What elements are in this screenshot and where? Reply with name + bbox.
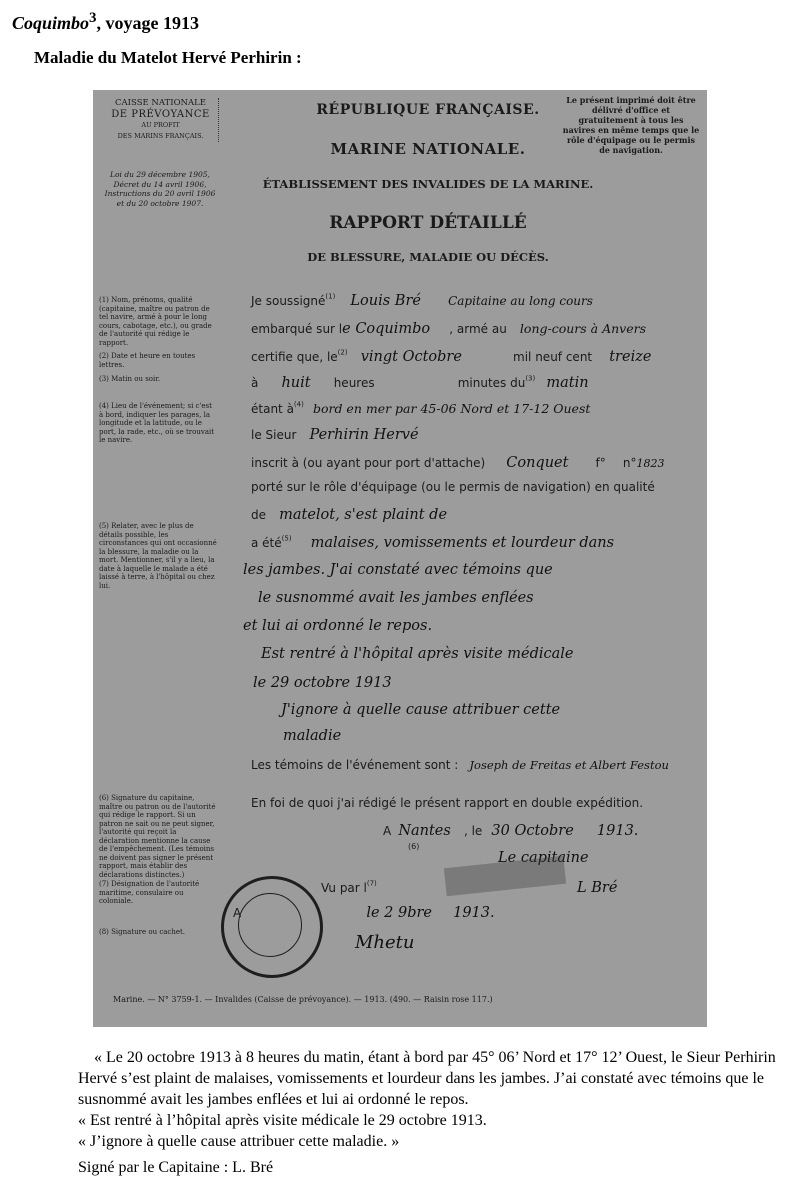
marins-line: DES MARINS FRANÇAIS. xyxy=(117,132,204,140)
inscrit-row xyxy=(251,452,701,471)
inscrit-value: Conquet xyxy=(506,455,569,471)
profit-line: AU PROFIT xyxy=(141,121,180,129)
embarque-row xyxy=(251,318,701,337)
note-1: (1) Nom, prénoms, qualité (capitaine, maître ou patron de tel navire, armé à pour le long cours, cabotage, etc.), ou grade de l'autorité qui rédige le rapport. xyxy=(99,296,212,347)
narrative-line: et lui ai ordonné le repos. xyxy=(243,618,433,634)
position-value: bord en mer par 45-06 Nord et 17-12 Ouest xyxy=(312,401,591,416)
law-line: Loi du 29 décembre 1905, xyxy=(110,170,210,179)
law-line: et du 20 octobre 1907. xyxy=(116,198,204,208)
admin-stamp-blot xyxy=(444,856,566,896)
vu-row: Vu par $l^{(7)}$ xyxy=(321,879,377,895)
folio-label: f° xyxy=(595,456,606,470)
qualite-value: matelot, s'est plaint de xyxy=(279,507,448,523)
place-row xyxy=(383,820,683,839)
place-label: A xyxy=(383,824,392,838)
sign-year-value: 1913. xyxy=(596,823,639,839)
vu-year-value: 1913. xyxy=(453,905,495,921)
certifie-row: certifie que, $le^{(2)}$ vingt Octobre mil neuf cent treize xyxy=(251,348,652,365)
law-line: Instructions du 20 avril 1906 xyxy=(104,189,216,198)
sieur-value: Perhirin Hervé xyxy=(309,427,419,443)
temoins-row xyxy=(251,754,701,773)
arme-value: long-cours à Anvers xyxy=(519,321,647,336)
notice-box: Le présent imprimé doit être délivré d'office et gratuitement à tous les navires en même temps que le rôle d'équipage ou le permis de navigation. xyxy=(562,95,700,155)
de-label: de xyxy=(251,508,266,522)
blessure-heading: DE BLESSURE, MALADIE OU DÉCÈS. xyxy=(307,250,549,264)
certifie-label: certifie que, le xyxy=(251,350,338,364)
form-footer: Marine. — N° 3759-1. — Invalides (Caisse de prévoyance). — 1913. (490. — Raisin rose 117.) xyxy=(113,995,493,1004)
vu-place-label: A xyxy=(233,906,242,920)
capitaine-signature: Le capitaine xyxy=(498,850,589,866)
narrative-line: J'ignore à quelle cause attribuer cette xyxy=(281,702,561,718)
note-5: (5) Relater, avec le plus de détails possible, les circonstances qui ont occasionné la blessure, la maladie ou la mort. Mentionner, s'il y a lieu, la date à laquelle le malade a été laissé à terre, à l'hôpital ou chez lui. xyxy=(99,522,217,590)
page-subtitle: Maladie du Matelot Hervé Perhirin : xyxy=(34,48,302,67)
soussigne-name: Louis Bré xyxy=(350,293,421,309)
temoins-label: Les témoins de l'événement sont : xyxy=(251,758,459,772)
sieur-row xyxy=(251,424,701,443)
etant-row: étant $à^{(4)}$ bord en mer par 45-06 Nord et 17-12 Ouest xyxy=(251,400,591,416)
a-label: à xyxy=(251,376,259,390)
heures-label: heures xyxy=(333,376,375,390)
le-label: , le xyxy=(463,824,483,838)
ship-name: Coquimbo xyxy=(12,13,90,33)
narrative-line: les jambes. J'ai constaté avec témoins que xyxy=(243,562,553,578)
footnote-ref: 3 xyxy=(89,10,97,26)
embarque-ship: e Coquimbo xyxy=(342,321,431,337)
republic-heading: RÉPUBLIQUE FRANÇAISE. xyxy=(316,102,540,118)
note-8: (8) Signature ou cachet. xyxy=(99,928,186,936)
scanned-report-form xyxy=(93,90,707,1027)
soussigne-role: Capitaine au long cours xyxy=(448,294,593,308)
note-2: (2) Date et heure en toutes lettres. xyxy=(99,352,196,369)
transcript-paragraph: « J’ignore à quelle cause attribuer cette maladie. » xyxy=(78,1133,400,1150)
etablissement-heading: ÉTABLISSEMENT DES INVALIDES DE LA MARINE. xyxy=(262,177,594,191)
caisse-line: CAISSE NATIONALE xyxy=(115,98,206,108)
soussigne-row: Je soussigné$^{(1)}$ Louis Bré Capitaine au long cours xyxy=(251,292,593,309)
numero-label: n° xyxy=(622,456,637,470)
note-3: (3) Matin ou soir. xyxy=(99,375,161,383)
date-value: vingt Octobre xyxy=(360,349,462,365)
year-label: mil neuf cent xyxy=(513,350,593,364)
bre-signature: L Bré xyxy=(577,880,618,896)
qualite-row xyxy=(251,504,701,523)
aete-label: a été xyxy=(251,536,282,550)
sign-date-value: 30 Octobre xyxy=(491,823,574,839)
laws-block xyxy=(99,170,221,208)
inscrit-label: inscrit à (ou ayant pour port d'attache) xyxy=(251,456,486,470)
vu-date-value: le 2 9bre xyxy=(366,905,432,921)
arme-label: , armé au xyxy=(449,322,507,336)
porte-row: porté sur le rôle d'équipage (ou le permis de navigation) en qualité xyxy=(251,480,655,494)
heure-row: à huit heures minutes $du^{(3)}$ matin xyxy=(251,374,589,391)
note-7: (7) Désignation de l'autorité maritime, consulaire ou coloniale. xyxy=(99,880,200,905)
aete-row: a été$^{(5)}$ malaises, vomissements et lourdeur dans xyxy=(251,534,615,551)
etant-label: étant à xyxy=(251,402,294,416)
note-4: (4) Lieu de l'événement; si c'est à bord, indiquer les parages, la longitude et la latitude, ou le port, la rade, etc., où se trouvait le navire. xyxy=(99,402,215,444)
narrative-line: malaises, vomissements et lourdeur dans xyxy=(310,535,615,551)
hour-value: huit xyxy=(281,375,311,391)
temoins-value: Joseph de Freitas et Albert Festou xyxy=(469,758,669,772)
official-seal-stamp xyxy=(221,876,323,978)
rapport-heading: RAPPORT DÉTAILLÉ xyxy=(329,213,527,233)
page-title xyxy=(12,10,199,34)
official-signature: Mhetu xyxy=(355,932,415,953)
vu-label: Vu par l xyxy=(321,881,367,895)
narrative-line: le susnommé avait les jambes enflées xyxy=(258,590,534,606)
transcript-signature: Signé par le Capitaine : L. Bré xyxy=(78,1159,274,1176)
law-line: Décret du 14 avril 1906, xyxy=(113,179,207,189)
narrative-line: maladie xyxy=(283,728,342,744)
transcript xyxy=(78,1047,778,1152)
narrative-line: le 29 octobre 1913 xyxy=(253,675,392,691)
narrative-line: Est rentré à l'hôpital après visite médicale xyxy=(261,646,574,662)
soussigne-label: Je soussigné xyxy=(251,294,326,308)
minutes-label: minutes du xyxy=(457,376,526,390)
numero-value: 1823 xyxy=(636,457,665,470)
prevoyance-line: DE PRÉVOYANCE xyxy=(111,109,210,120)
place-value: Nantes xyxy=(398,823,451,839)
marine-heading: MARINE NATIONALE. xyxy=(330,140,526,158)
year-value: treize xyxy=(609,349,652,365)
matin-value: matin xyxy=(546,375,589,391)
voyage-label: , voyage 1913 xyxy=(96,13,200,33)
six-ref: (6) xyxy=(408,842,420,851)
note-6: (6) Signature du capitaine, maître ou patron ou de l'autorité qui rédige le rapport. Si un patron ne sait ou ne peut signer, l'autorité qui reçoit la déclaration mentionne la cause de l'empêchement. (Les témoins ne doivent pas signer le présent rapport, mais établir des déclarations distinctes.) xyxy=(99,794,216,879)
transcript-paragraph: « Le 20 octobre 1913 à 8 heures du matin, étant à bord par 45° 06’ Nord et 17° 12’ Ouest, le Sieur Perhirin Hervé s’est plaint de malaises, vomissements et lourdeur dans les jambes. J’ai constaté avec témoins que le susnommé avait les jambes enflées et lui ai ordonné le repos. xyxy=(78,1049,776,1108)
transcript-paragraph: « Est rentré à l’hôpital après visite médicale le 29 octobre 1913. xyxy=(78,1112,487,1129)
foi-row: En foi de quoi j'ai rédigé le présent rapport en double expédition. xyxy=(251,796,644,810)
sieur-label: le Sieur xyxy=(251,428,297,442)
left-header xyxy=(103,98,219,142)
embarque-label: embarqué sur l xyxy=(251,322,343,336)
